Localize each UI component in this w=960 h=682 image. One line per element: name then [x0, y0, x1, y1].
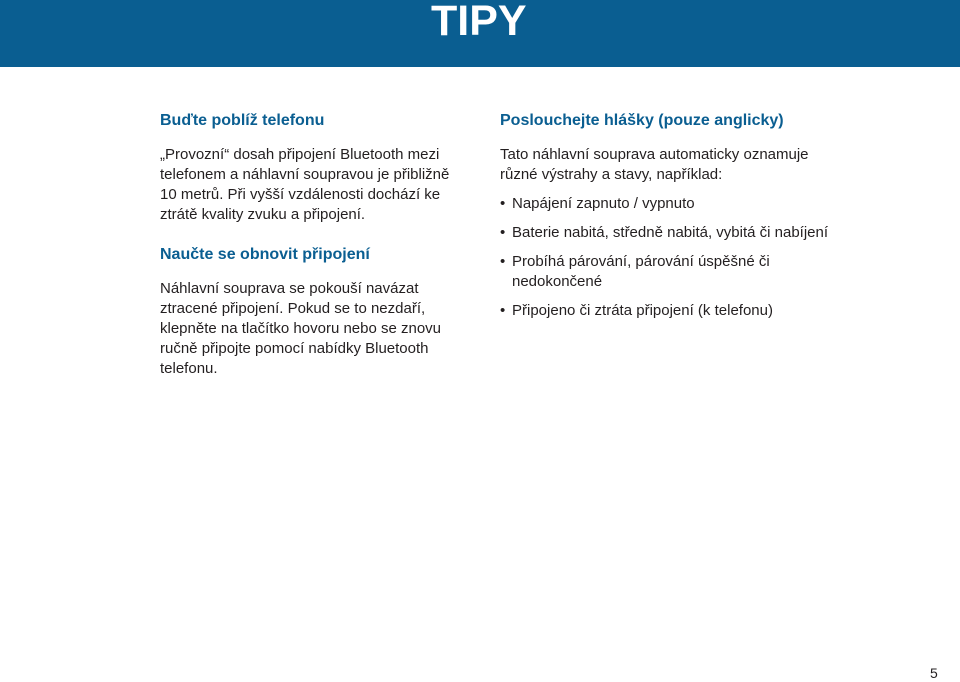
right-column	[500, 110, 830, 321]
section-intro: Tato náhlavní souprava automaticky oznamuje různé výstrahy a stavy, například:	[500, 146, 809, 183]
section-body: „Provozní“ dosah připojení Bluetooth mezi telefonem a náhlavní soupravou je přibližně 10 metrů. Při vyšší vzdálenosti dochází ke ztrátě kvality zvuku a připojení.	[160, 146, 450, 223]
list-item	[500, 301, 830, 321]
list-item-text: Připojeno či ztráta připojení (k telefonu)	[512, 302, 773, 319]
bullet-icon: •	[500, 195, 506, 212]
bullet-icon: •	[500, 302, 506, 319]
section-reconnect	[160, 244, 470, 379]
left-column	[160, 110, 470, 379]
list-item-text: Probíhá párování, párování úspěšné či nedokončené	[512, 253, 770, 290]
list-item	[500, 252, 830, 292]
prompt-list	[500, 194, 830, 321]
list-item	[500, 223, 830, 243]
section-stay-near-phone	[160, 110, 470, 225]
section-heading: Buďte poblíž telefonu	[160, 112, 325, 129]
section-body: Náhlavní souprava se pokouší navázat ztracené připojení. Pokud se to nezdaří, klepněte na tlačítko hovoru nebo se znovu ručně připojte pomocí nabídky Bluetooth telefonu.	[160, 280, 442, 377]
bullet-icon: •	[500, 253, 506, 270]
section-voice-prompts	[500, 110, 830, 321]
header-band	[0, 0, 960, 67]
bullet-icon: •	[500, 224, 506, 241]
list-item-text: Napájení zapnuto / vypnuto	[512, 195, 695, 212]
page-number: 5	[930, 665, 938, 681]
list-item-text: Baterie nabitá, středně nabitá, vybitá či nabíjení	[512, 224, 829, 241]
section-heading: Naučte se obnovit připojení	[160, 246, 370, 263]
section-heading: Poslouchejte hlášky (pouze anglicky)	[500, 112, 784, 129]
page-title: TIPY	[431, 0, 527, 45]
list-item	[500, 194, 830, 214]
